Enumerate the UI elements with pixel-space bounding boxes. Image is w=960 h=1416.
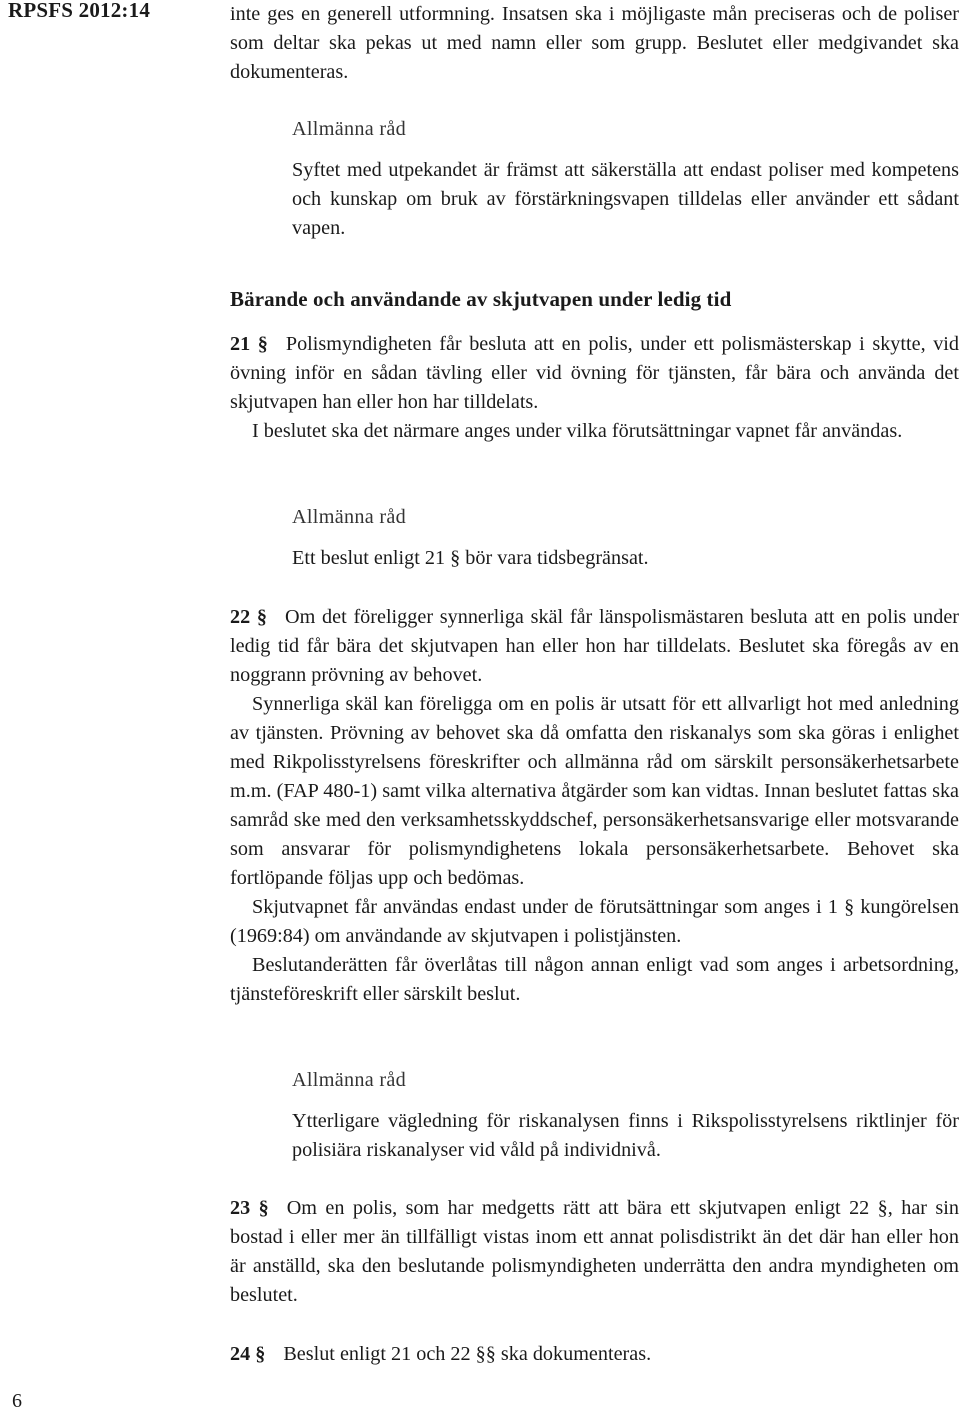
general-advice-text: Syftet med utpekandet är främst att säkerställa att endast poliser med kompetens och kunskap om bruk av förstärkningsvapen tilldelas eller använder ett sådant vapen. <box>292 159 959 239</box>
general-advice-3 <box>230 1066 959 1165</box>
general-advice-heading: Allmänna råd <box>292 1069 407 1091</box>
general-advice-2 <box>230 503 959 573</box>
section-23 <box>230 1194 959 1310</box>
section-heading: Bärande och användande av skjutvapen under ledig tid <box>230 287 732 311</box>
section-21-paragraph-2: I beslutet ska det närmare anges under vilka förutsättningar vapnet får användas. <box>252 420 903 442</box>
section-22-paragraph-3: Skjutvapnet får användas endast under de förutsättningar som anges i 1 § kungörelsen (1969:84) om användande av skjutvapen i polistjänsten. <box>230 896 959 947</box>
section-24-number: 24 § <box>230 1343 266 1365</box>
section-22-paragraph-2: Synnerliga skäl kan föreligga om en polis är utsatt för ett allvarligt hot med anledning av tjänsten. Prövning av behovet ska då omfatta den riskanalys som ska göras i enlighet med Rikpolisstyrelsens föreskrifter och allmänna råd om särskilt personsäkerhetsarbete m.m. (FAP 480-1) samt vilka alternativa åtgärder som kan vidtas. Innan beslutet fattas ska samråd ske med den verksamhetsskyddschef, personsäkerhetsansvarige eller motsvarande som ansvarar för polismyndighetens lokala personsäkerhetsarbete. Behovet ska fortlöpande följas upp och bedömas. <box>230 693 959 889</box>
section-heading-block <box>230 285 959 314</box>
section-23-text-1: Om en polis, som har medgetts rätt att bära ett skjutvapen enligt 22 §, har sin bostad i eller mer än tillfälligt vistas inom ett annat polisdistrikt än det där han eller hon är anställd, ska den beslutande polismyndigheten underrätta den andra myndigheten om beslutet. <box>230 1197 959 1306</box>
section-21-paragraph-1 <box>230 330 959 417</box>
section-24 <box>230 1340 959 1369</box>
section-24-paragraph-1 <box>230 1340 959 1369</box>
general-advice-heading: Allmänna råd <box>292 118 407 140</box>
section-22-paragraph-4: Beslutanderätten får överlåtas till någon annan enligt vad som anges i arbetsordning, tjänsteföreskrift eller särskilt beslut. <box>230 954 959 1005</box>
general-advice-text: Ytterligare vägledning för riskanalysen finns i Rikspolisstyrelsens riktlinjer för polisiära riskanalyser vid våld på individnivå. <box>292 1110 959 1161</box>
section-22-number: 22 § <box>230 606 268 628</box>
section-24-text-1: Beslut enligt 21 och 22 §§ ska dokumenteras. <box>283 1343 652 1365</box>
intro-paragraph: inte ges en generell utformning. Insatsen ska i möjligaste mån preciseras och de poliser som deltar ska pekas ut med namn eller som grupp. Beslutet eller medgivandet ska dokumenteras. <box>230 3 959 83</box>
section-23-paragraph-1 <box>230 1194 959 1310</box>
intro-block <box>230 0 959 87</box>
section-22-paragraph-1 <box>230 603 959 690</box>
general-advice-1 <box>230 115 959 243</box>
section-22-text-1: Om det föreligger synnerliga skäl får länspolismästaren besluta att en polis under ledig tid får bära det skjutvapen han eller hon har tilldelats. Beslutet ska föregås av en noggrann prövning av behovet. <box>230 606 959 686</box>
section-21 <box>230 330 959 446</box>
general-advice-heading: Allmänna råd <box>292 506 407 528</box>
section-21-number: 21 § <box>230 333 268 355</box>
section-22 <box>230 603 959 1009</box>
page-number: 6 <box>12 1390 22 1412</box>
general-advice-text: Ett beslut enligt 21 § bör vara tidsbegränsat. <box>292 547 649 569</box>
margin-column <box>0 0 206 1416</box>
section-21-text-1: Polismyndigheten får besluta att en polis, under ett polismästerskap i skytte, vid övning inför en sådan tävling eller vid övning för tjänsten, får bära och använda det skjutvapen han eller hon har tilldelats. <box>230 333 959 413</box>
series-designation: RPSFS 2012:14 <box>8 0 151 22</box>
section-23-number: 23 § <box>230 1197 269 1219</box>
